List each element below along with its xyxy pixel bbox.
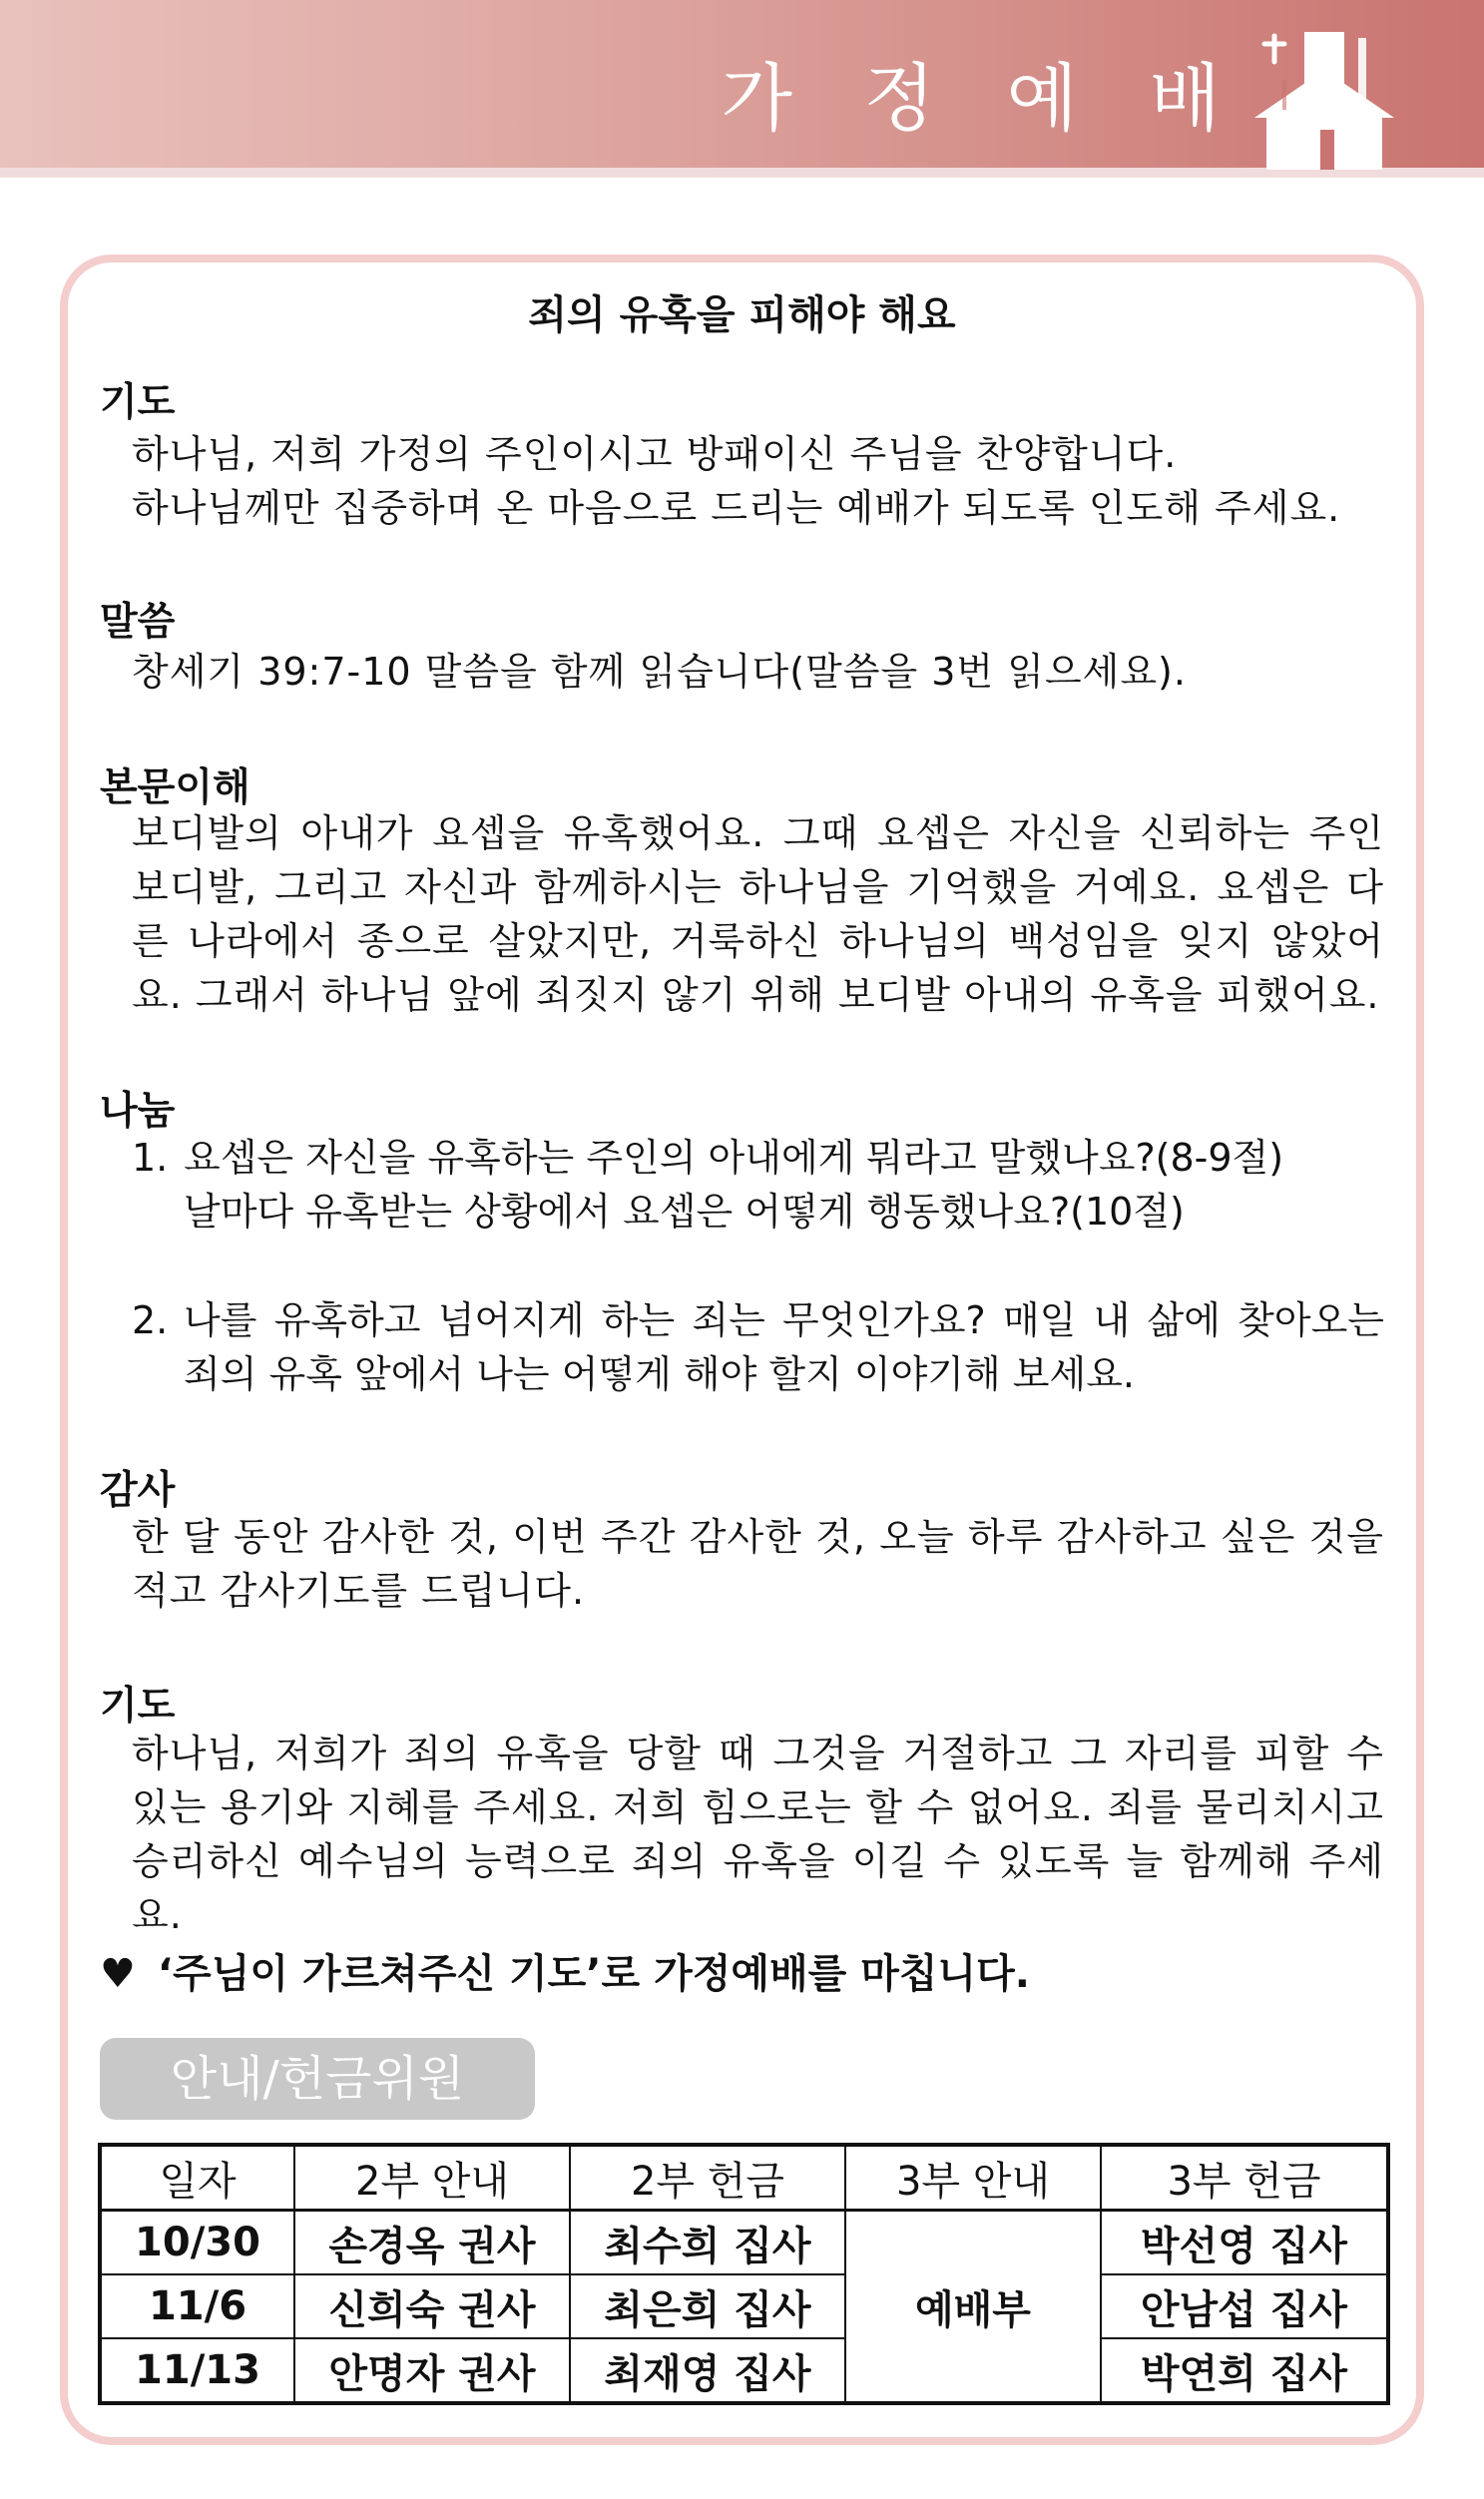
closing-line bbox=[100, 1942, 1030, 1999]
guide-2-cell: 안명자 권사 bbox=[294, 2338, 570, 2403]
guide-2-cell: 손경옥 권사 bbox=[294, 2211, 570, 2275]
sharing-heading: 나눔 bbox=[100, 1089, 176, 1134]
prayer-line: 하나님께만 집중하며 온 마음으로 드리는 예배가 되도록 인도해 주세요. bbox=[132, 486, 1341, 530]
thanks-text: 한 달 동안 감사한 것, 이번 주간 감사한 것, 오늘 하루 감사하고 싶은 것을 적고 감사기도를 드립니다. bbox=[132, 1515, 1384, 1613]
offering-3-cell: 안남섭 집사 bbox=[1101, 2274, 1388, 2338]
sharing-item-number: 2. bbox=[132, 1298, 169, 1342]
guide-2-cell: 신희숙 권사 bbox=[294, 2274, 570, 2338]
header-date: 일자 bbox=[100, 2145, 294, 2211]
prayer-line: 하나님, 저희 가정의 주인이시고 방패이신 주님을 찬양합니다. bbox=[132, 432, 1178, 476]
offering-2-cell: 최수희 집사 bbox=[570, 2211, 845, 2275]
offering-2-cell: 최재영 집사 bbox=[570, 2338, 845, 2403]
table-row bbox=[100, 2211, 1388, 2275]
sharing-line: 요셉은 자신을 유혹하는 주인의 아내에게 뭐라고 말했나요?(8-9절) bbox=[184, 1136, 1284, 1180]
document-title: 죄의 유혹을 피해야 해요 bbox=[528, 292, 956, 338]
closing-prayer-heading: 기도 bbox=[100, 1684, 176, 1729]
word-heading: 말씀 bbox=[100, 600, 176, 645]
offering-2-cell: 최은희 집사 bbox=[570, 2274, 845, 2338]
banner-title: 가 정 예 배 bbox=[721, 56, 1244, 142]
date-cell: 10/30 bbox=[100, 2211, 294, 2275]
date-cell: 11/6 bbox=[100, 2274, 294, 2338]
closing-text: ‘주님이 가르쳐주신 기도’로 가정예배를 마칩니다. bbox=[157, 1951, 1030, 1997]
understanding-heading: 본문이해 bbox=[100, 765, 250, 810]
header-offering-3: 3부 헌금 bbox=[1101, 2145, 1388, 2211]
sharing-item: 나를 유혹하고 넘어지게 하는 죄는 무엇인가요? 매일 내 삶에 찾아오는 죄의 유혹 앞에서 나는 어떻게 해야 할지 이야기해 보세요. bbox=[184, 1298, 1384, 1396]
sharing-line: 날마다 유혹받는 상황에서 요셉은 어떻게 행동했나요?(10절) bbox=[184, 1190, 1185, 1234]
church-icon bbox=[1244, 18, 1424, 170]
header-guide-2: 2부 안내 bbox=[294, 2145, 570, 2211]
sharing-item-number: 1. bbox=[132, 1136, 169, 1180]
word-text: 창세기 39:7-10 말씀을 함께 읽습니다(말씀을 3번 읽으세요). bbox=[132, 650, 1187, 694]
prayer-text bbox=[132, 427, 1384, 535]
thanks-heading: 감사 bbox=[100, 1468, 176, 1513]
sharing-item bbox=[184, 1131, 1384, 1239]
usher-table bbox=[98, 2143, 1390, 2405]
understanding-text: 보디발의 아내가 요셉을 유혹했어요. 그때 요셉은 자신을 신뢰하는 주인 보디발, 그리고 자신과 함께하시는 하나님을 기억했을 거예요. 요셉은 다른 나라에서 종으로 살았지만, 거룩하신 하나님의 백성임을 잊지 않았어요. 그래서 하나님 앞에 죄짓지 않기 위해 보디발 아내의 유혹을 피했어요. bbox=[132, 811, 1384, 1017]
header-guide-3: 3부 안내 bbox=[845, 2145, 1101, 2211]
header-offering-2: 2부 헌금 bbox=[570, 2145, 845, 2211]
table-row bbox=[100, 2338, 1388, 2403]
date-cell: 11/13 bbox=[100, 2338, 294, 2403]
notice-tab: 안내/헌금위원 bbox=[100, 2038, 535, 2120]
heart-icon: ♥ bbox=[100, 1951, 136, 1997]
header-banner bbox=[0, 0, 1484, 178]
offering-3-cell: 박선영 집사 bbox=[1101, 2211, 1388, 2275]
table-row bbox=[100, 2274, 1388, 2338]
guide-3-merged-cell: 예배부 bbox=[845, 2211, 1101, 2404]
closing-prayer-text: 하나님, 저희가 죄의 유혹을 당할 때 그것을 거절하고 그 자리를 피할 수 있는 용기와 지혜를 주세요. 저희 힘으로는 할 수 없어요. 죄를 물리치시고 승리하신 예수님의 능력으로 죄의 유혹을 이길 수 있도록 늘 함께해 주세요. bbox=[132, 1732, 1384, 1937]
prayer-heading: 기도 bbox=[100, 380, 176, 425]
table-header-row bbox=[100, 2145, 1388, 2211]
offering-3-cell: 박연희 집사 bbox=[1101, 2338, 1388, 2403]
